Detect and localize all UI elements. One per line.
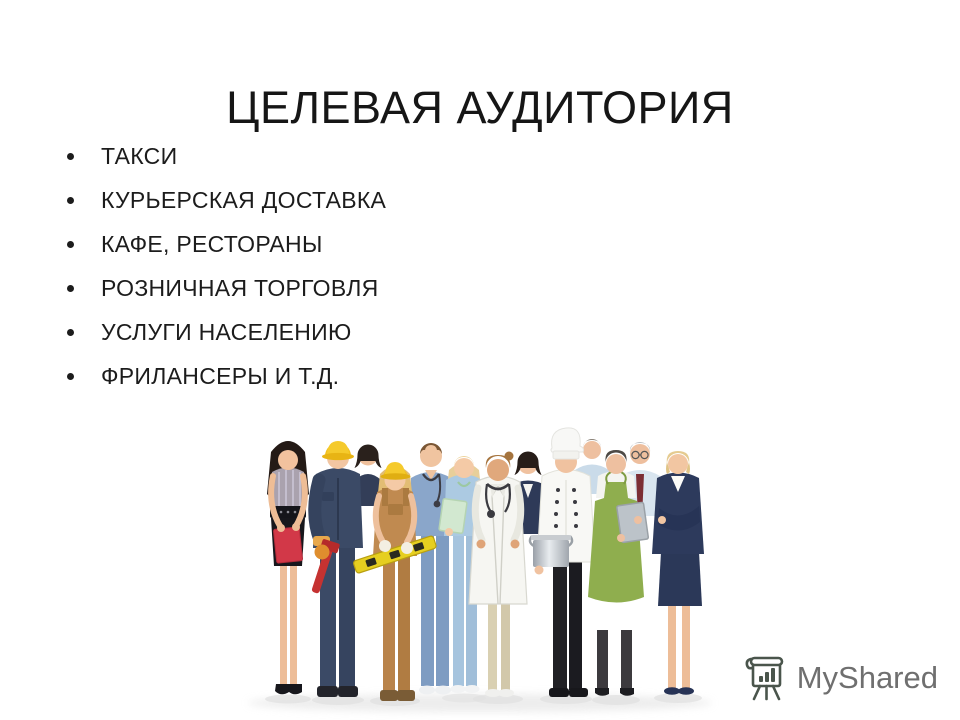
bullet-label: ФРИЛАНСЕРЫ И Т.Д. <box>101 362 340 389</box>
bullet-item-cafe <box>67 222 386 266</box>
bullet-item-services <box>67 310 386 354</box>
bullet-item-taxi <box>67 134 386 178</box>
bullet-label: КАФЕ, РЕСТОРАНЫ <box>101 230 323 257</box>
person-businesswoman-left <box>265 441 311 704</box>
myshared-watermark <box>744 652 938 702</box>
bullet-dot <box>67 329 74 336</box>
bullet-dot <box>67 241 74 248</box>
myshared-logo-text: MyShared <box>796 659 938 695</box>
bullet-dot <box>67 285 74 292</box>
professionals-photo <box>235 400 725 720</box>
bullet-dot <box>67 197 74 204</box>
bullet-dot <box>67 373 74 380</box>
bullet-label: УСЛУГИ НАСЕЛЕНИЮ <box>101 318 352 345</box>
bullet-label: РОЗНИЧНАЯ ТОРГОВЛЯ <box>101 274 379 301</box>
bullet-item-retail <box>67 266 386 310</box>
person-mechanic <box>306 441 364 705</box>
bullet-list <box>67 134 386 398</box>
bullet-item-freelancers <box>67 354 386 398</box>
flipchart-easel-icon <box>744 652 788 702</box>
professionals-illustration <box>235 400 725 720</box>
person-doctor <box>469 452 527 705</box>
bullet-label: ТАКСИ <box>101 142 178 169</box>
bullet-label: КУРЬЕРСКАЯ ДОСТАВКА <box>101 186 387 213</box>
bullet-item-courier <box>67 178 386 222</box>
bullet-dot <box>67 153 74 160</box>
person-businesswoman-right <box>652 451 704 703</box>
slide-title: ЦЕЛЕВАЯ АУДИТОРИЯ <box>226 82 734 134</box>
